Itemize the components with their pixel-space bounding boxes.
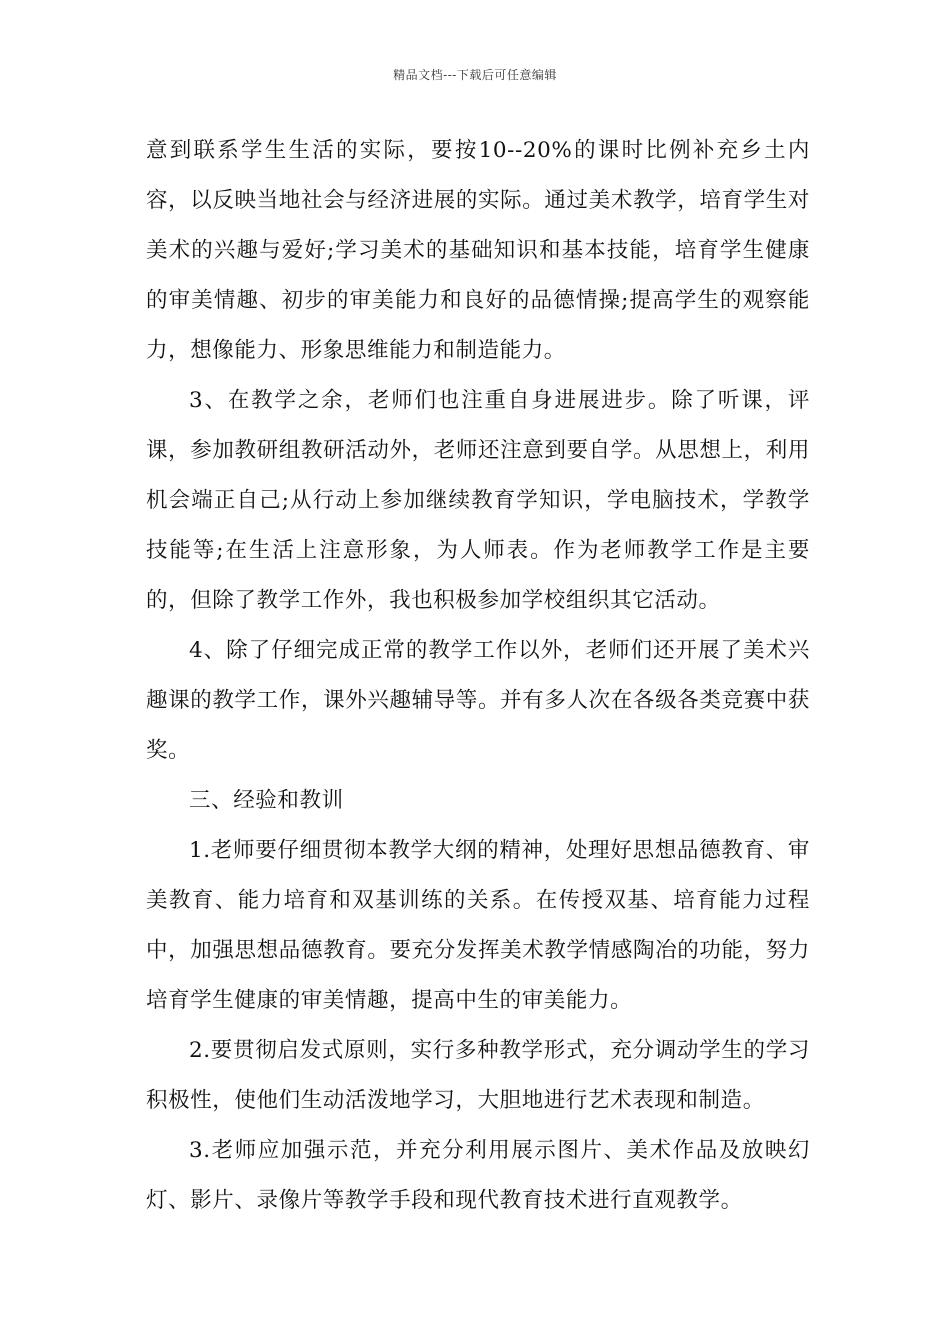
- paragraph-item-4: 4、除了仔细完成正常的教学工作以外，老师们还开展了美术兴趣课的教学工作，课外兴趣辅导等。并有多人次在各级各类竞赛中获奖。: [146, 638, 810, 763]
- paragraph-lesson-3: 3.老师应加强示范，并充分利用展示图片、美术作品及放映幻灯、影片、录像片等教学手段和现代教育技术进行直观教学。: [146, 1138, 810, 1213]
- page-header: 精品文档---下载后可任意编辑: [393, 68, 557, 82]
- paragraph-item-3: 3、在教学之余，老师们也注重自身进展进步。除了听课，评课，参加教研组教研活动外，老师还注意到要自学。从思想上，利用机会端正自己;从行动上参加继续教育学知识，学电脑技术，学教学技能等;在生活上注意形象，为人师表。作为老师教学工作是主要的，但除了教学工作外，我也积极参加学校组织其它活动。: [146, 388, 810, 613]
- paragraph-lesson-2: 2.要贯彻启发式原则，实行多种教学形式，充分调动学生的学习积极性，使他们生动活泼地学习，大胆地进行艺术表现和制造。: [146, 1038, 810, 1113]
- document-body: [146, 126, 810, 1226]
- paragraph-lesson-1: 1.老师要仔细贯彻本教学大纲的精神，处理好思想品德教育、审美教育、能力培育和双基训练的关系。在传授双基、培育能力过程中，加强思想品德教育。要充分发挥美术教学情感陶冶的功能，努力培育学生健康的审美情趣，提高中生的审美能力。: [146, 838, 810, 1013]
- section-heading: 三、经验和教训: [189, 788, 344, 813]
- paragraph-continuation: 意到联系学生生活的实际，要按10--20%的课时比例补充乡土内容，以反映当地社会与经济进展的实际。通过美术教学，培育学生对美术的兴趣与爱好;学习美术的基础知识和基本技能，培育学生健康的审美情趣、初步的审美能力和良好的品德情操;提高学生的观察能力，想像能力、形象思维能力和制造能力。: [146, 138, 810, 363]
